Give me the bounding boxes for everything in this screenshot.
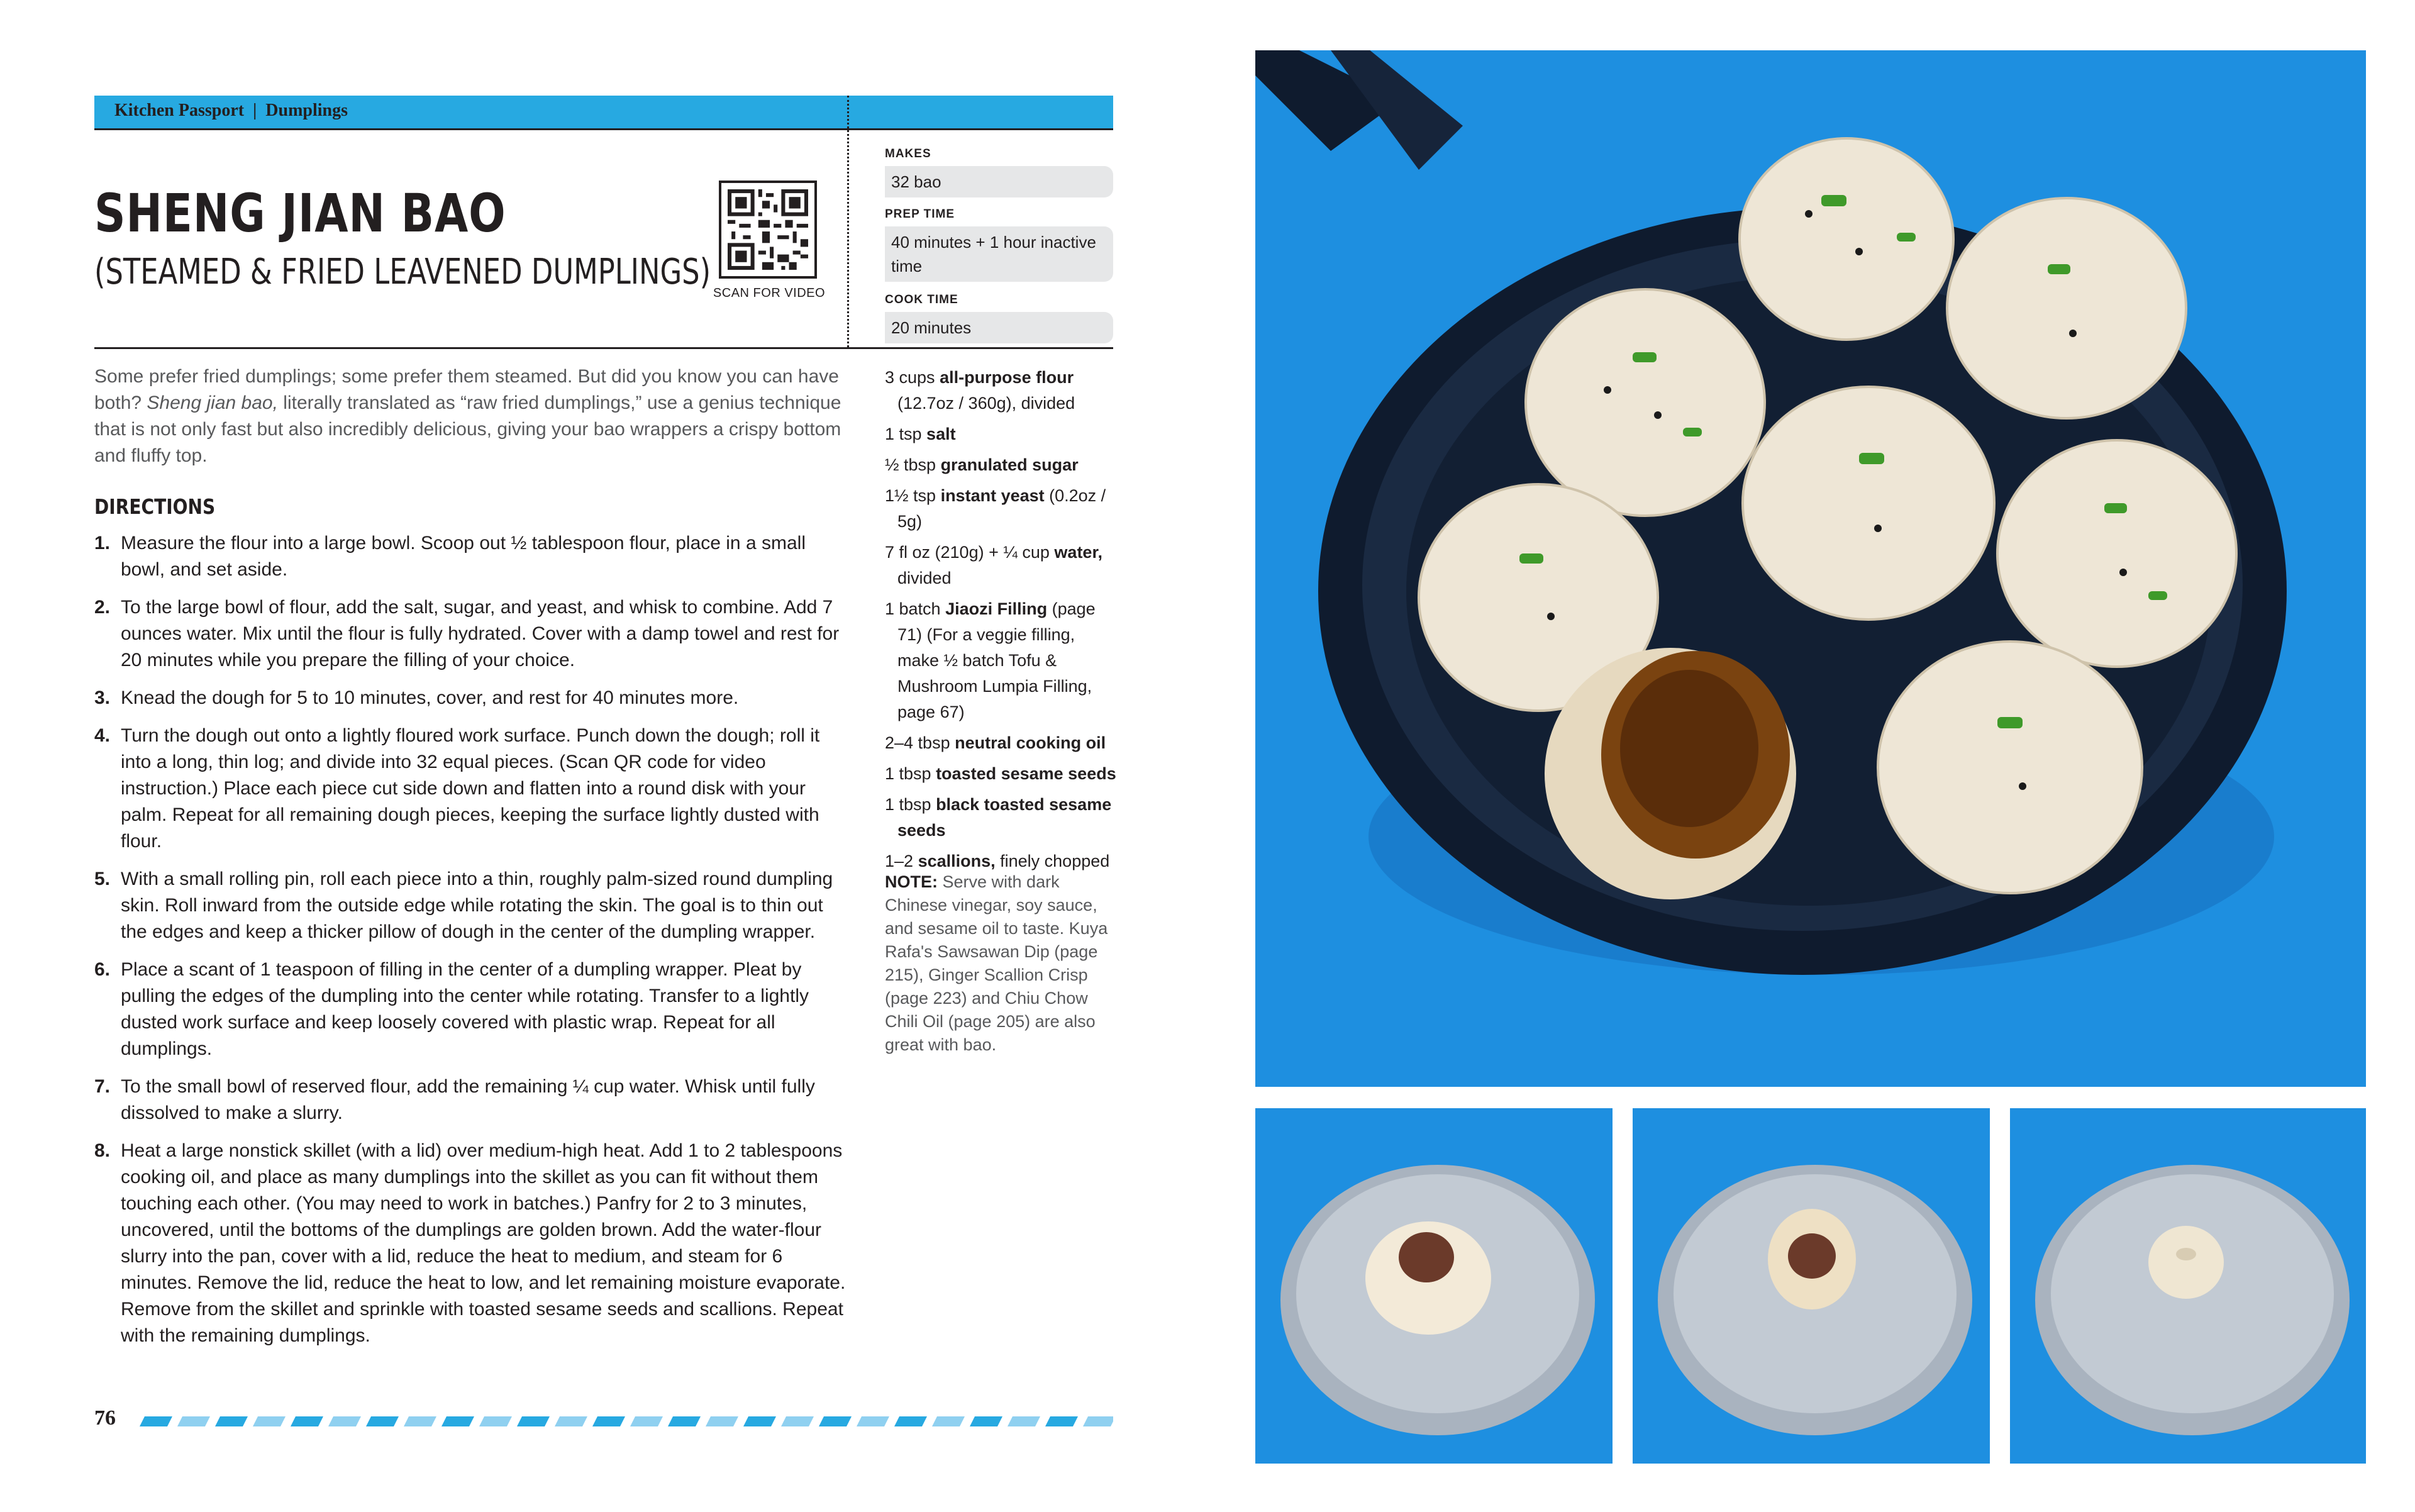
direction-step: [94, 866, 849, 945]
recipe-subtitle: (STEAMED & FRIED LEAVENED DUMPLINGS): [94, 252, 711, 292]
running-header: [114, 101, 348, 121]
footer-dash: [819, 1416, 852, 1426]
footer-dash: [479, 1416, 512, 1426]
ingredient-name: Jiaozi Filling: [945, 599, 1048, 618]
intro-text-1: Some prefer fried dumplings; some prefer them steamed. But did you know you can have both?: [94, 366, 839, 413]
plate-with-half-pleated-dumpling-image: [1633, 1108, 1990, 1464]
skillet-dumplings-image: [1255, 50, 2366, 1087]
footer-dash: [1083, 1416, 1113, 1426]
step-text: Knead the dough for 5 to 10 minutes, cover, and rest for 40 minutes more.: [121, 687, 739, 708]
footer-dash: [555, 1416, 587, 1426]
ingredient-item: [885, 483, 1118, 535]
step-photo-pleated-bao: [2010, 1108, 2366, 1464]
direction-step: [94, 1138, 849, 1349]
step-text: To the small bowl of reserved flour, add the remaining ¼ cup water. Whisk until fully dissolved to make a slurry.: [121, 1076, 815, 1123]
step-text: To the large bowl of flour, add the salt, sugar, and yeast, and whisk to combine. Add 7 ounces water. Mix until the flour is fully hydrated. Cover with a damp towel and rest for 20 minutes while you prepare the filling of your choice.: [121, 597, 840, 670]
ingredient-item: [885, 730, 1118, 756]
footer-dash: [517, 1416, 550, 1426]
ingredient-name: granulated sugar: [940, 455, 1079, 474]
directions-heading: DIRECTIONS: [94, 494, 216, 519]
ingredient-qty: 2–4 tbsp: [885, 733, 955, 752]
footer-dash: [630, 1416, 663, 1426]
ingredient-note: (0.2oz / 5g): [897, 486, 1106, 531]
note-label: NOTE:: [885, 872, 938, 891]
makes-label: MAKES: [885, 147, 931, 160]
plate-with-pleated-bao-image: [2010, 1108, 2366, 1464]
ingredient-qty: 7 fl oz (210g) + ¼ cup: [885, 543, 1055, 562]
step-number: 3.: [94, 687, 111, 708]
makes-block: [885, 147, 1113, 197]
footer-dash: [140, 1416, 172, 1426]
footer-dash: [668, 1416, 701, 1426]
intro-text-2: literally translated as “raw fried dumplings,” use a genius technique that is not only fast but also incredibly delicious, giving your bao wrappers a crispy bottom and fluffy top.: [94, 392, 841, 466]
recipe-title: SHENG JIAN BAO: [94, 182, 506, 244]
footer-dash: [404, 1416, 436, 1426]
footer-dash: [366, 1416, 399, 1426]
header-separator: |: [253, 101, 257, 120]
ingredient-note: divided: [897, 569, 952, 587]
step-number: 5.: [94, 869, 111, 889]
ingredient-item: [885, 452, 1118, 478]
ingredient-name: salt: [926, 425, 956, 443]
step-number: 1.: [94, 533, 111, 553]
step-text: Place a scant of 1 teaspoon of filling in the center of a dumpling wrapper. Pleat by pulling the edges of the dumpling into the center while rotating. Transfer to a lightly dusted work surface and keep loosely covered with plastic wrap. Repeat for all dumplings.: [121, 959, 809, 1059]
step-number: 7.: [94, 1076, 111, 1097]
ingredient-qty: 1 tsp: [885, 425, 927, 443]
prep-time-label: PREP TIME: [885, 208, 955, 221]
ingredient-qty: 1½ tsp: [885, 486, 941, 505]
direction-step: [94, 1074, 849, 1126]
footer-dash: [291, 1416, 323, 1426]
dotted-divider: [847, 96, 849, 347]
step-text: Measure the flour into a large bowl. Scoop out ½ tablespoon flour, place in a small bowl, and set aside.: [121, 533, 806, 580]
qr-code-graphic: [728, 189, 808, 270]
ingredient-note: (page 71) (For a veggie filling, make ½ batch Tofu & Mushroom Lumpia Filling, page 67): [897, 599, 1096, 721]
ingredient-note: finely chopped: [995, 852, 1110, 870]
ingredient-qty: 1–2: [885, 852, 918, 870]
ingredient-qty: 1 batch: [885, 599, 946, 618]
ingredient-item: [885, 421, 1118, 447]
direction-step: [94, 957, 849, 1062]
makes-value: 32 bao: [885, 166, 1113, 197]
ingredient-name: toasted sesame seeds: [936, 764, 1116, 783]
footer-dash: [857, 1416, 889, 1426]
footer-dash: [441, 1416, 474, 1426]
ingredient-name: water,: [1054, 543, 1102, 562]
ingredient-item: [885, 761, 1118, 787]
footer-dash: [592, 1416, 625, 1426]
note-text: Serve with dark Chinese vinegar, soy sauce, and sesame oil to taste. Kuya Rafa's Sawsawan Dip (page 215), Ginger Scallion Crisp (page 223) and Chiu Chow Chili Oil (page 205) are also great with bao.: [885, 872, 1108, 1054]
ingredient-name: scallions,: [918, 852, 996, 870]
ingredients-list: [885, 365, 1118, 879]
section-name: Kitchen Passport: [114, 101, 245, 120]
footer-dash: [894, 1416, 927, 1426]
footer-dash: [743, 1416, 776, 1426]
step-photo-half-pleated: [1633, 1108, 1990, 1464]
direction-step: [94, 685, 849, 711]
ingredient-item: [885, 596, 1118, 725]
dashed-footer-rule: [140, 1415, 1113, 1428]
footer-dash: [932, 1416, 965, 1426]
serving-note: [885, 870, 1111, 1057]
plate-with-flat-wrapper-image: [1255, 1108, 1613, 1464]
ingredient-name: neutral cooking oil: [955, 733, 1106, 752]
direction-step: [94, 594, 849, 674]
step-number: 8.: [94, 1140, 111, 1161]
footer-dash: [706, 1416, 738, 1426]
step-number: 6.: [94, 959, 111, 980]
footer-dash: [177, 1416, 210, 1426]
intro-paragraph: [94, 364, 843, 469]
ingredient-item: [885, 540, 1118, 591]
skillet-photo: [1255, 50, 2366, 1087]
ingredient-item: [885, 792, 1118, 843]
ingredient-qty: ½ tbsp: [885, 455, 941, 474]
prep-time-block: [885, 208, 1113, 282]
ingredient-name: black toasted sesame seeds: [897, 795, 1112, 840]
ingredient-item: [885, 365, 1118, 416]
chapter-name: Dumplings: [265, 101, 348, 120]
ingredient-note: (12.7oz / 360g), divided: [897, 394, 1075, 413]
step-number: 4.: [94, 725, 111, 746]
direction-step: [94, 723, 849, 855]
cook-time-value: 20 minutes: [885, 312, 1113, 343]
footer-dash: [253, 1416, 286, 1426]
step-number: 2.: [94, 597, 111, 618]
footer-dash: [328, 1416, 361, 1426]
footer-dash: [1045, 1416, 1078, 1426]
ingredient-name: all-purpose flour: [940, 368, 1074, 387]
ingredient-qty: 1 tbsp: [885, 764, 936, 783]
header-bar: [94, 96, 1113, 130]
directions-list: [94, 530, 849, 1360]
cook-time-label: COOK TIME: [885, 293, 958, 306]
step-text: With a small rolling pin, roll each piece into a thin, roughly palm-sized round dumpling skin. Roll inward from the outside edge while rotating the skin. The goal is to thin out the edges and keep a thicker pillow of dough in the center of the dumpling wrapper.: [121, 869, 833, 942]
ingredient-qty: 1 tbsp: [885, 795, 936, 814]
step-text: Turn the dough out onto a lightly floured work surface. Punch down the dough; roll it into a long, thin log; and divide into 32 equal pieces. (Scan QR code for video instruction.) Place each piece cut side down and flatten into a round disk with your palm. Repeat for all remaining dough pieces, keeping the surface lightly dusted with flour.: [121, 725, 820, 852]
footer-dash: [781, 1416, 814, 1426]
direction-step: [94, 530, 849, 583]
intro-italic: Sheng jian bao,: [147, 392, 278, 413]
footer-dash: [215, 1416, 248, 1426]
cook-time-block: [885, 293, 1113, 343]
step-text: Heat a large nonstick skillet (with a lid) over medium-high heat. Add 1 to 2 tablespoons cooking oil, and place as many dumplings into the skillet as you can fit without them touching each other. (You may need to work in batches.) Panfry for 2 to 3 minutes, uncovered, until the bottoms of the dumplings are golden brown. Add the water-flour slurry into the pan, cover with a lid, reduce the heat to medium, and steam for 6 minutes. Remove the lid, reduce the heat to low, and let remaining moisture evaporate. Remove from the skillet and sprinkle with toasted sesame seeds and scallions. Repeat with the remaining dumplings.: [121, 1140, 846, 1346]
ingredient-qty: 3 cups: [885, 368, 940, 387]
prep-time-value: 40 minutes + 1 hour inactive time: [885, 226, 1113, 282]
ingredient-name: instant yeast: [940, 486, 1045, 505]
qr-caption: SCAN FOR VIDEO: [713, 286, 826, 300]
qr-code-icon[interactable]: [719, 181, 817, 279]
footer-dash: [1008, 1416, 1040, 1426]
step-photo-wrapper-with-filling: [1255, 1108, 1613, 1464]
footer-dash: [970, 1416, 1002, 1426]
page-number: 76: [94, 1406, 116, 1430]
header-rule: [94, 347, 1113, 349]
